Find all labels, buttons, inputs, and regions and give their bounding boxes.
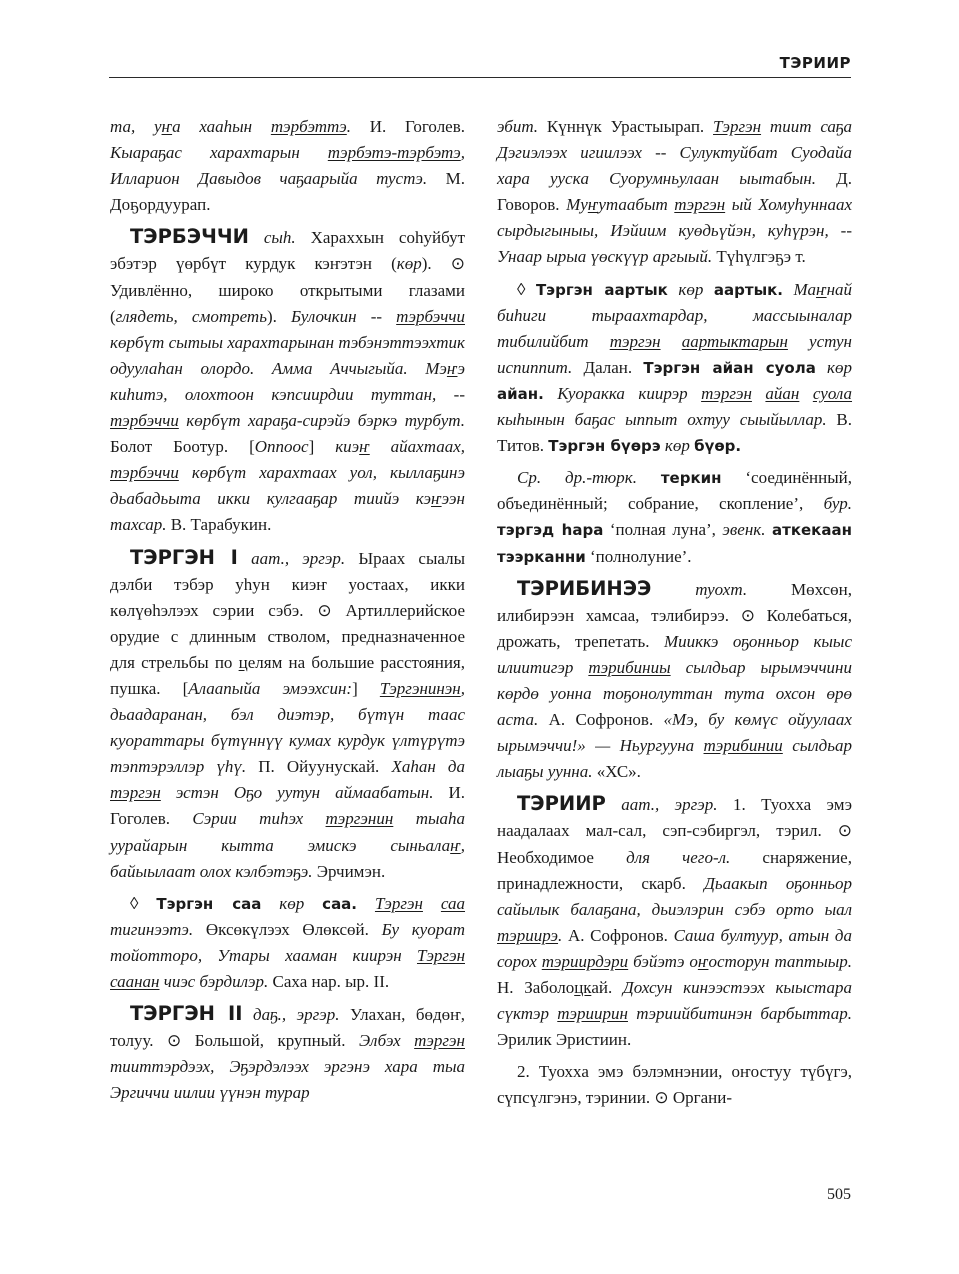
text-run: Хараххын соһуйбут эбэтэр үөрбүт курдук кэҥэтэн ( — [110, 228, 465, 274]
italic-run: туохт. — [651, 579, 748, 599]
italic-underlined-run: саа — [440, 893, 466, 913]
dictionary-paragraph — [497, 576, 852, 786]
italic-run: көр — [261, 893, 323, 913]
text-run: И. Гоголев. — [110, 783, 465, 829]
italic-run: Булочкин -- — [290, 306, 397, 326]
page-number: 505 — [827, 1186, 851, 1203]
italic-run: көр — [667, 279, 714, 299]
dictionary-paragraph — [497, 465, 852, 569]
headword: ТЭРГЭН II — [130, 1002, 243, 1026]
italic-underlined-run: тэрбэччи — [110, 463, 179, 483]
text-run: ‘полнолуние’. — [585, 546, 692, 566]
italic-run: сылдьар ырымэччини көрдө уонна тоҕонолуттан тута охсон өрө аста. — [497, 657, 852, 730]
text-run: Улахан, бөдөҥ, толуу. ⊙ Большой, крупный. — [110, 1005, 465, 1051]
text-run: П. Ойуунускай. — [246, 757, 392, 777]
italic-run: ээн тахсар. — [110, 489, 465, 535]
headword: ТЭРИБИНЭЭ — [517, 576, 652, 600]
italic-underlined-run: аартыктарын — [681, 331, 788, 351]
italic-run: Куоракка киирэр — [543, 383, 702, 403]
bold-run: тэргэд һара — [497, 521, 604, 540]
italic-run: тииттэрдээх, Эҕэрдэлээх эргэнэ хара тыа Эргиччи иилии үүнэн турар — [110, 1057, 465, 1103]
italic-run: Ср. др.-тюрк. — [517, 468, 637, 488]
italic-run: сыһ. — [248, 228, 296, 248]
text-run — [357, 894, 375, 913]
italic-underlined-run: тэриирин — [557, 1004, 628, 1024]
italic-run: ый Хомуһуннаах сырдыгыныы, Иэйиим куөдьүйэн, куһүрэн, -- Унаар ырыа үөскүүр аргыый. — [497, 195, 852, 267]
italic-underlined-run: ҥ — [587, 195, 599, 215]
italic-run: бэйэтэ о — [628, 951, 698, 971]
dictionary-paragraph — [110, 545, 465, 885]
bold-run: Тэргэн аартык — [535, 280, 668, 299]
headword: ТЭРБЭЧЧИ — [130, 225, 249, 249]
text-run: Ыраах сыалы дэлби тэбэр уһун киэҥ уостаах, икки көлүөһэлээх сэрии сэбэ. ⊙ Артиллерийское орудие с длинным стволом, предназначенное для стрельбы по — [110, 548, 465, 672]
text-run: Эрчимэн. — [312, 861, 386, 881]
dictionary-paragraph — [497, 791, 852, 1053]
italic-run: кыһынын баҕас ыппыт охтуу сыыйыллар. — [497, 410, 827, 430]
italic-run: «Мэ, бу көмүс ойуулаах ырымэччи!» — Ньургууна — [497, 710, 852, 756]
italic-run: Кыараҕас харахтарын — [110, 143, 328, 163]
bold-run: айан. — [497, 384, 544, 403]
italic-run: аат., эргэр. — [605, 795, 718, 815]
italic-run: а хааһын — [172, 117, 271, 136]
dictionary-paragraph — [497, 114, 852, 271]
headword: ТЭРИИР — [517, 792, 606, 816]
text-run: Саха нар. ыр. II. — [268, 972, 390, 991]
italic-underlined-run: тэрибинии — [703, 736, 783, 756]
italic-run: көр — [396, 254, 422, 274]
underlined-run: цк — [574, 978, 592, 997]
bold-run: аткекаан тээрканни — [497, 521, 852, 566]
italic-underlined-run: тэрбэччи — [396, 306, 465, 326]
italic-run: глядеть, смотреть — [115, 306, 267, 326]
italic-underlined-run: суола — [812, 383, 853, 403]
italic-run: тыаһа уурайарын кытта эмискэ сыньала — [110, 809, 465, 855]
text-run: Эрилик Эристиин. — [497, 1030, 632, 1050]
italic-run: көр — [660, 436, 695, 456]
italic-run — [423, 894, 441, 913]
dictionary-paragraph — [110, 891, 465, 995]
bold-run: теркин — [660, 469, 722, 488]
text-run: А. Софронов. — [538, 710, 664, 730]
headword: ТЭРГЭН I — [130, 545, 238, 569]
dictionary-paragraph — [497, 1059, 852, 1111]
italic-run — [661, 332, 682, 351]
italic-run: устун испиппит. — [497, 331, 852, 377]
bold-run: Тэргэн бүөрэ — [548, 437, 661, 456]
header-rule — [109, 77, 851, 78]
italic-run: тигинээтэ. — [110, 919, 194, 939]
text-run: ай. — [591, 978, 623, 997]
italic-underlined-run: Тэргэн — [416, 945, 465, 965]
italic-run: айахтаах, — [369, 437, 465, 457]
italic-run: э киһитэ, олохтоон кэпсиирдии туттан, -- — [110, 358, 465, 404]
text-run: Күннүк Урастыырап. — [538, 117, 714, 136]
italic-run: . — [558, 925, 563, 945]
text-run: И. Гоголев. — [351, 117, 465, 136]
italic-run: Алаапыйа эмээхсин: — [188, 678, 353, 698]
italic-run: Элбэх — [358, 1031, 415, 1051]
dictionary-paragraph — [110, 114, 465, 218]
italic-run: киэ — [335, 437, 360, 457]
italic-run: сылдьар лыаҕы уунна. — [497, 736, 852, 782]
italic-underlined-run: тэргэн — [414, 1031, 465, 1051]
italic-run: Хаһан да — [391, 757, 466, 777]
italic-underlined-run: тэриирдэри — [541, 951, 629, 971]
text-run: «ХС». — [592, 762, 641, 782]
italic-run: тиит саҕа Дэгиэлээх игиилээх -- Сулуктуйбат Суодайа хара уускa Суорумньулаан ыытабын. — [497, 117, 852, 189]
text-run: Мөхсөн, илибирээн хамсаа, тэлибирээ. ⊙ Колебаться, дрожать, трепетать. — [497, 579, 852, 651]
bold-run: саа. — [322, 894, 358, 913]
italic-underlined-run: ҥ — [697, 951, 709, 971]
italic-run: даҕ., эргэр. — [242, 1005, 340, 1025]
running-head: ТЭРИИР — [779, 54, 851, 72]
italic-run: көрбүт сытыы харахтарынан тэбэнэттээхтик одуулаһан олордо. Амма Аччыгыйа. Мэ — [110, 332, 465, 378]
text-run: Өксөкүлээх Өлөксөй. — [193, 919, 382, 939]
italic-underlined-run: тэргэн — [110, 783, 161, 803]
italic-run: Мииккэ оҕонньор кыыс илиитигэр — [497, 631, 852, 677]
text-run: 2. Туохха эмэ бэлэмнэнии, оҥостуу түбүгэ, сүпсүлгэнэ, тэринии. ⊙ Органи- — [497, 1062, 852, 1108]
italic-run: Ма — [783, 279, 816, 299]
text-run: ] — [352, 678, 380, 698]
text-run: ‘соединённый, объединённый; собрание, скопление’, — [497, 468, 852, 514]
italic-run: чиэс бэрдилэр. — [159, 972, 269, 991]
bold-run: аартык. — [713, 280, 784, 299]
text-run: 1. Туохха эмэ наадалаах мал-сал, сэп-сэбиргэл, тэрил. ⊙ Необходимое — [497, 795, 853, 867]
italic-run: осторун таптыыр. — [708, 951, 852, 971]
text-run: ). ⊙ Удивлённо, широко открытыми глазами ( — [110, 254, 465, 326]
text-run — [637, 468, 661, 487]
italic-run: Сэрии тиһэх — [192, 809, 326, 829]
italic-run: аат., эргэр. — [237, 548, 346, 568]
italic-underlined-run: тэриирэ — [497, 925, 559, 945]
italic-run: тэриийбитинэн барбыттар. — [627, 1004, 852, 1024]
italic-run: Дьаакып оҕонньор сайылык балаҕана, дьиэлэрин сэбэ орто ыал — [497, 873, 852, 919]
text-run: А. Софронов. — [562, 925, 674, 945]
italic-underlined-run: айан — [765, 383, 800, 403]
text-run: ◊ — [517, 279, 536, 299]
italic-run: утаабыт — [598, 195, 675, 215]
italic-run: , Илларион Давыдов чаҕаарыйа тустэ. — [110, 143, 465, 189]
text-run: Д. Говоров. — [497, 169, 852, 215]
italic-underlined-run: ҥ — [815, 279, 827, 299]
italic-underlined-run: тэрбэттэ — [270, 117, 347, 136]
text-run: М. Доҕордуурап. — [110, 169, 465, 215]
italic-run: көрбүт хараҕа-сирэйэ бэркэ турбут. — [178, 411, 465, 431]
italic-run: Саша бултуур, атын да сорох — [497, 925, 852, 971]
italic-underlined-run: ҥ — [430, 489, 442, 509]
italic-run: , байыылаат олох кэлбэтэҕэ. — [110, 835, 465, 881]
italic-underlined-run: Тэргэн — [713, 117, 762, 136]
italic-underlined-run: тэргэнин — [325, 809, 394, 829]
text-run: Болот Боотур. [ — [110, 437, 255, 457]
italic-underlined-run: тэрибиниы — [588, 657, 671, 677]
underlined-run: ц — [238, 652, 248, 672]
italic-underlined-run: саанан — [110, 972, 160, 991]
italic-run: эвенк. — [722, 520, 766, 540]
text-run: ‘полная луна’, — [603, 520, 723, 540]
italic-run: , дьаадаранан, бэл диэтэр, бүтүн таас куораттары бүтүннүү кумах курдук үлтүрүтэ тэптэрэллэр үһү. — [110, 678, 465, 777]
text-run: В. Титов. — [497, 410, 852, 456]
italic-underlined-run: Тэргэнинэн — [379, 678, 461, 698]
italic-run: най биһиги тыраахтардар, массыыналар тибилийбит — [497, 279, 852, 351]
italic-underlined-run: ҥ — [161, 117, 173, 136]
italic-run: та, у — [110, 117, 162, 136]
italic-run: бур. — [823, 494, 852, 514]
dictionary-paragraph — [110, 1001, 465, 1106]
text-run: елям на большие расстояния, пушка. [ — [110, 652, 465, 698]
italic-run: эбит. — [497, 117, 539, 136]
italic-underlined-run: ҥ — [446, 358, 458, 378]
italic-run: Оппоос — [254, 437, 309, 457]
text-run: Н. Заболо — [497, 978, 575, 997]
bold-run: бүөр. — [694, 437, 742, 456]
italic-run — [799, 384, 812, 403]
left-column — [110, 114, 465, 1112]
italic-underlined-run: Тэргэн — [374, 893, 423, 913]
text-run: В. Тарабукин. — [166, 515, 272, 535]
text-run: ). — [266, 306, 291, 326]
text-run: ] — [308, 437, 336, 457]
text-run: Далан. — [572, 357, 644, 377]
italic-run: Дохсун кинээстээх кыыстара сүктэр — [497, 978, 852, 1024]
italic-underlined-run: ҥ — [450, 835, 461, 855]
text-run: ◊ — [130, 893, 157, 913]
italic-underlined-run: ҥ — [359, 437, 370, 457]
text-run: Түһүлгэҕэ т. — [712, 247, 806, 267]
italic-run: для чего-л. — [626, 847, 731, 867]
italic-run — [752, 384, 765, 403]
italic-underlined-run: тэрбэччи — [110, 411, 179, 431]
bold-run: Тэргэн саа — [156, 894, 262, 913]
italic-underlined-run: тэргэн — [701, 383, 752, 403]
italic-run: эстэн Оҕо уутун аймаабатын. — [160, 783, 434, 803]
italic-run: көрбүт харахтаах уол, кыллаҕинэ дьабадьыта икки кулгааҕар тиийэ кэ — [110, 463, 465, 509]
italic-underlined-run: тэрбэтэ-тэрбэтэ — [327, 143, 461, 163]
bold-run: Тэргэн айан суола — [643, 358, 816, 377]
dictionary-paragraph — [497, 277, 852, 460]
italic-run: Бу куорат тойотторо, Утары хааман киирэн — [110, 919, 466, 965]
italic-run: . — [346, 117, 352, 136]
italic-run: Му — [566, 195, 588, 215]
right-column — [497, 114, 852, 1117]
text-run: снаряжение, принадлежности, скарб. — [497, 847, 852, 893]
dictionary-paragraph — [110, 224, 465, 538]
italic-underlined-run: тэргэн — [674, 195, 726, 215]
italic-underlined-run: тэргэн — [609, 331, 661, 351]
italic-run: көр — [815, 357, 852, 377]
